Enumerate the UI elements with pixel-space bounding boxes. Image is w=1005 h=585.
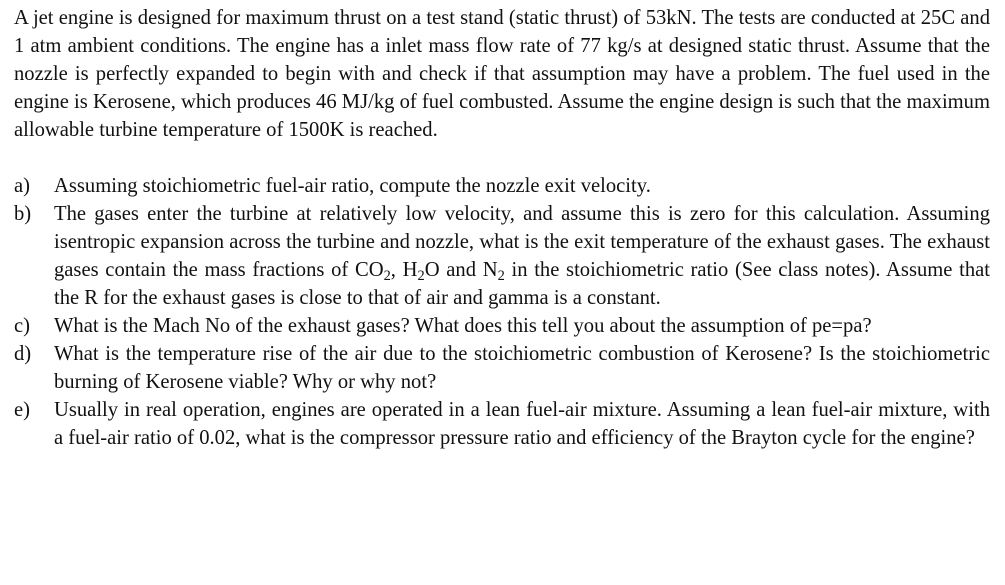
question-marker: c) [14, 315, 30, 337]
subscript: 2 [417, 268, 425, 285]
question-text-segment: in the stoichiometric ratio (See class notes). Assume that the R for the exhaust gases is close to that of air and gamma is a constant. [54, 259, 990, 309]
question-item [14, 340, 990, 396]
question-marker: a) [14, 175, 30, 197]
problem-intro: A jet engine is designed for maximum thrust on a test stand (static thrust) of 53kN. The tests are conducted at 25C and 1 atm ambient conditions. The engine has a inlet mass flow rate of 77 kg/s at designed static thrust. Assume that the nozzle is perfectly expanded to begin with and check if that assumption may have a problem. The fuel used in the engine is Kerosene, which produces 46 MJ/kg of fuel combusted. Assume the engine design is such that the maximum allowable turbine temperature of 1500K is reached. [14, 7, 990, 141]
problem-statement [14, 4, 990, 452]
question-marker: b) [14, 203, 32, 225]
question-text [54, 343, 990, 393]
question-list [14, 172, 990, 452]
question-text-segment: What is the Mach No of the exhaust gases? What does this tell you about the assumption of pe=pa? [54, 315, 872, 337]
subscript: 2 [383, 268, 391, 285]
question-marker: d) [14, 343, 32, 365]
question-item [14, 172, 990, 200]
question-item [14, 396, 990, 452]
question-text-segment: O and N [424, 259, 498, 281]
question-text-segment: Usually in real operation, engines are operated in a lean fuel-air mixture. Assuming a lean fuel-air mixture, with a fuel-air ratio of 0.02, what is the compressor pressure ratio and efficiency of the Brayton cycle for the engine? [54, 399, 990, 449]
question-text-segment: Assuming stoichiometric fuel-air ratio, compute the nozzle exit velocity. [54, 175, 651, 197]
question-text [54, 203, 990, 309]
question-text-segment: The gases enter the turbine at relatively low velocity, and assume this is zero for this calculation. Assuming isentropic expansion across the turbine and nozzle, what is the exit temperature of the exhaust gases. The exhaust gases contain the mass fractions of CO [54, 203, 990, 281]
question-text [54, 399, 990, 449]
question-text-segment: , H [390, 259, 418, 281]
question-text-segment: What is the temperature rise of the air due to the stoichiometric combustion of Kerosene? Is the stoichiometric burning of Kerosene viable? Why or why not? [54, 343, 990, 393]
question-text [54, 315, 872, 337]
question-text [54, 175, 651, 197]
question-marker: e) [14, 399, 30, 421]
question-item [14, 312, 990, 340]
subscript: 2 [497, 268, 505, 285]
question-item [14, 200, 990, 312]
